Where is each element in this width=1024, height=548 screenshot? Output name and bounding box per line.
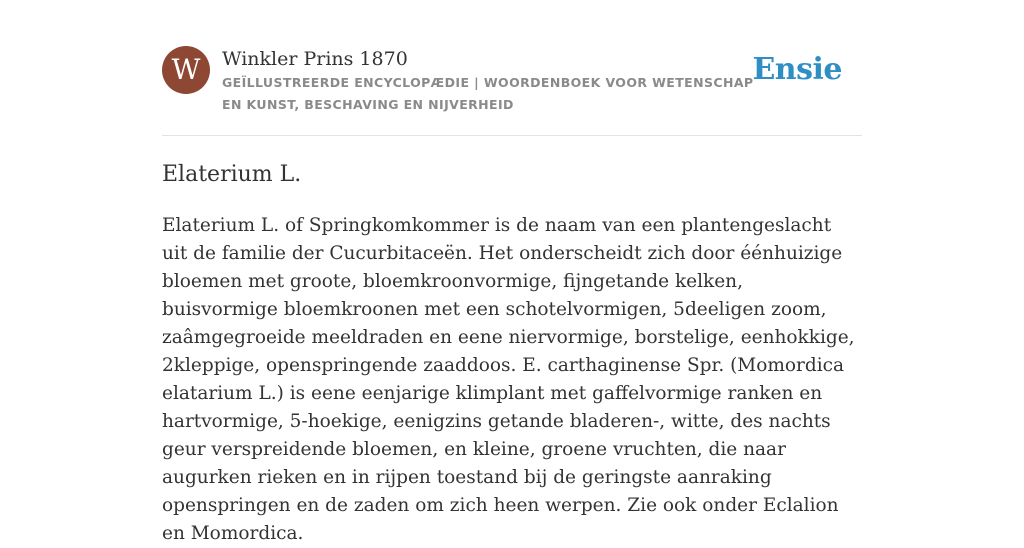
header-divider xyxy=(162,135,862,136)
ensie-logo[interactable]: Ensie xyxy=(752,52,842,87)
source-title[interactable]: Winkler Prins 1870 xyxy=(222,48,408,70)
entry-title: Elaterium L. xyxy=(162,162,302,187)
source-header xyxy=(162,46,862,136)
source-subtitle: GEÏLLUSTREERDE ENCYCLOPÆDIE | WOORDENBOEK VOOR WETENSCHAP EN KUNST, BESCHAVING EN NIJVERHEID xyxy=(222,75,754,112)
source-avatar[interactable]: W xyxy=(162,46,210,94)
entry-body: Elaterium L. of Springkomkommer is de naam van een plantengeslacht uit de familie der Cucurbitaceën. Het onderscheidt zich door éénhuizige bloemen met groote, bloemkroonvormige, fijngetande kelken, buisvormige bloemkroonen met een schotelvormigen, 5deeligen zoom, zaâmgegroeide meeldraden en eene niervormige, borstelige, eenhokkige, 2kleppige, openspringende zaaddoos. E. carthaginense Spr. (Momordica elatarium L.) is eene eenjarige klimplant met gaffelvormige ranken en hartvormige, 5-hoekige, eenigzins getande bladeren-, witte, des nachts geur verspreidende bloemen, en kleine, groene vruchten, die naar augurken rieken en in rijpen toestand bij de geringste aanraking openspringen en de zaden om zich heen werpen. Zie ook onder Eclalion en Momordica. xyxy=(162,215,855,544)
page xyxy=(162,0,862,544)
